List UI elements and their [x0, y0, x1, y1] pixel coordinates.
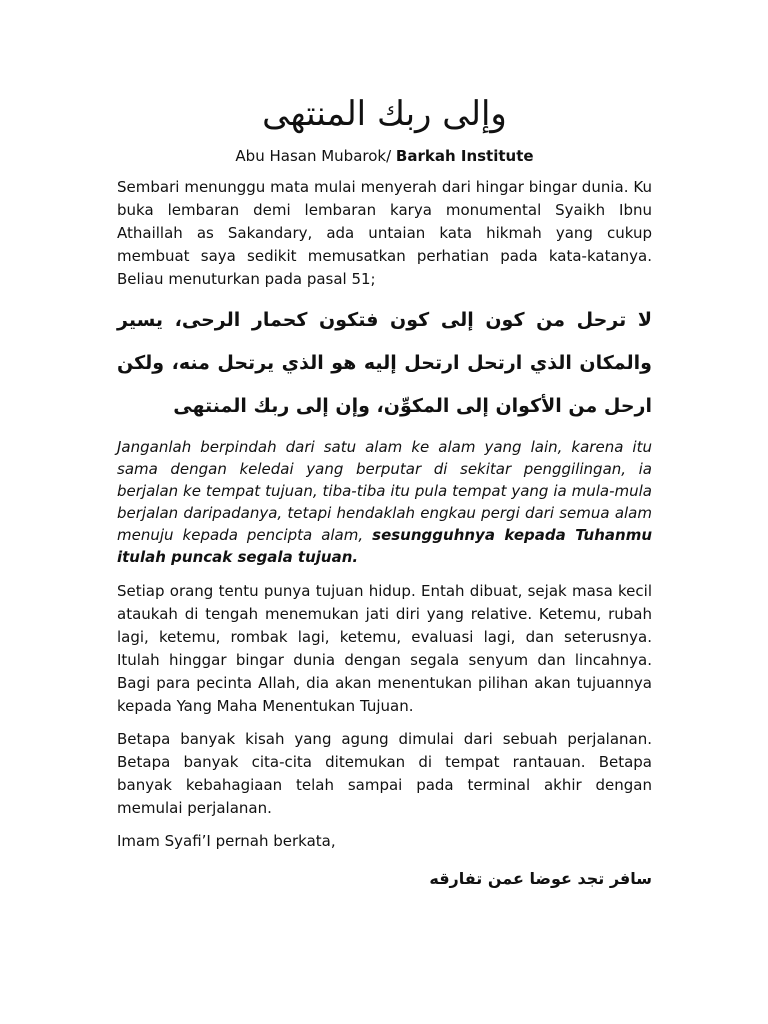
hikmah-arabic-text: لا ترحل من كون إلى كون فتكون كحمار الرحى، يسير والمكان الذي ارتحل ارتحل إليه هو الذي يرتحل منه، ولكن ارحل من الأكوان إلى المكوِّن، وإن إلى ربك المنتهى — [117, 309, 652, 417]
translation-text: Janganlah berpindah dari satu alam ke alam yang lain, karena itu sama dengan keledai yang berputar di sekitar penggilingan, ia berjalan ke tempat tujuan, tiba-tiba itu pula tempat yang ia mula-mula berjalan daripadanya, tetapi hendaklah engkau pergi dari semua alam menuju kepada pencipta alam, — [117, 438, 652, 544]
imam-quote-intro: Imam Syafi’I pernah berkata, — [117, 832, 336, 850]
body-paragraph-1: Setiap orang tentu punya tujuan hidup. Entah dibuat, sejak masa kecil ataukah di tengah menemukan jati diri yang relative. Ketemu, rubah lagi, ketemu, rombak lagi, ketemu, evaluasi lagi, dan seterusnya. Itulah hinggar bingar dunia dengan segala senyum dan lincahnya. Bagi para pecinta Allah, dia akan menentukan pilihan akan tujuannya kepada Yang Maha Menentukan Tujuan. — [117, 582, 652, 715]
author-name: Abu Hasan Mubarok/ — [235, 147, 396, 165]
arabic-title: وإلى ربك المنتهى — [262, 94, 507, 134]
arabic-quote: سافر تجد عوضا عمن تفارقه — [429, 869, 652, 888]
author-institute: Barkah Institute — [395, 147, 534, 165]
body-paragraph-2: Betapa banyak kisah yang agung dimulai dari sebuah perjalanan. Betapa banyak cita-cita ditemukan di tempat rantauan. Betapa banyak kebahagiaan telah sampai pada terminal akhir dengan memulai perjalanan. — [117, 730, 652, 817]
translation-emphasis: sesungguhnya kepada Tuhanmu itulah puncak segala tujuan. — [117, 526, 653, 566]
author-line — [117, 146, 652, 166]
translation-paragraph — [117, 436, 652, 568]
intro-paragraph: Sembari menunggu mata mulai menyerah dari hingar bingar dunia. Ku buka lembaran demi lembaran karya monumental Syaikh Ibnu Athaillah as Sakandary, ada untaian kata hikmah yang cukup membuat saya sedikit memusatkan perhatian pada kata-katanya. Beliau menuturkan pada pasal 51; — [117, 178, 652, 288]
document-page — [117, 90, 652, 891]
